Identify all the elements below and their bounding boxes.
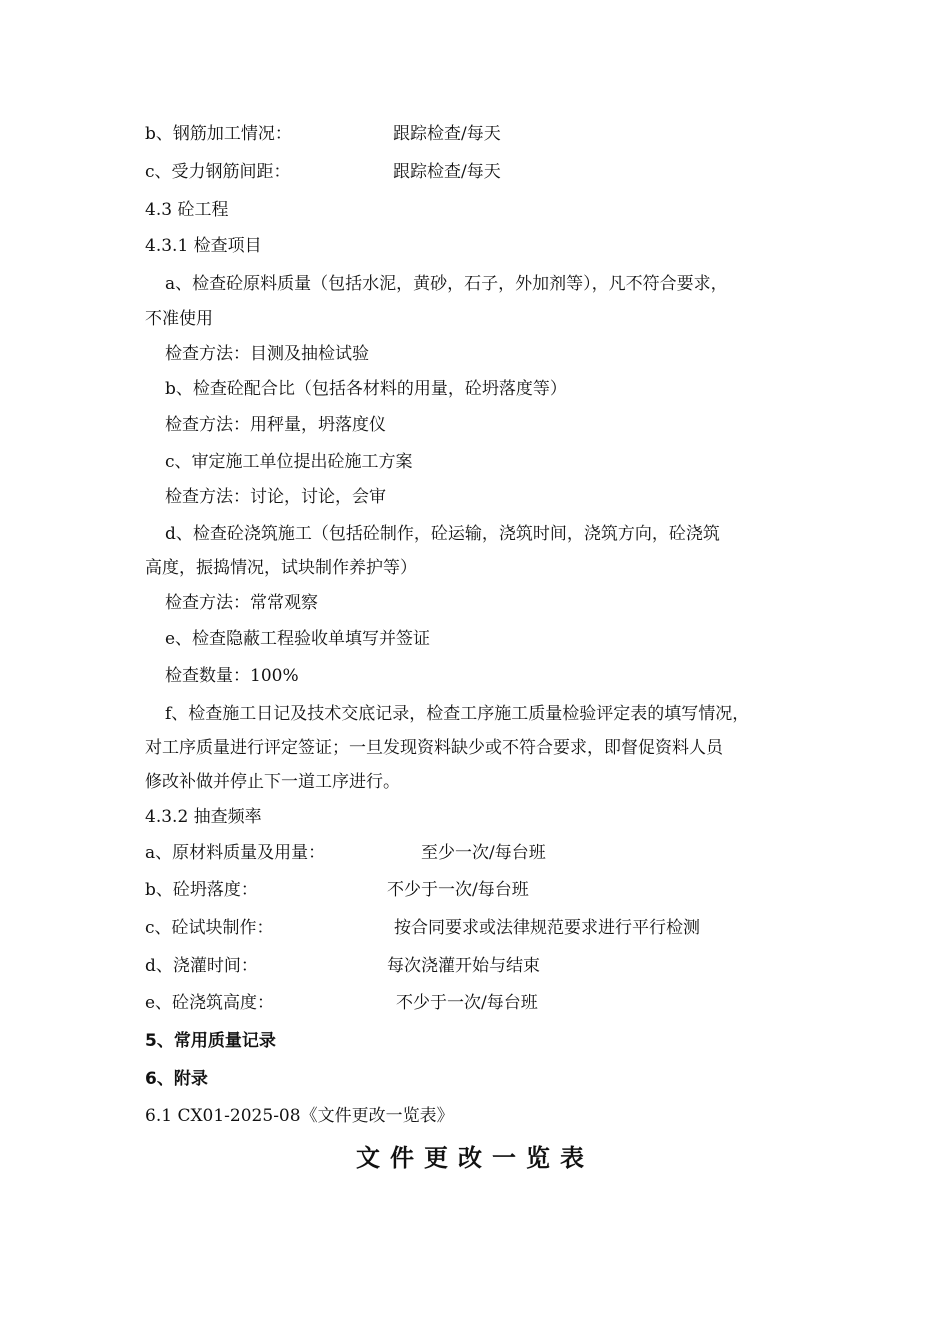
table-title: 文件更改一览表 (356, 1144, 594, 1172)
check-label: b、钢筋加工情况： (145, 124, 292, 144)
frequency-value: 不少于一次/每台班 (396, 993, 538, 1013)
check-label: c、受力钢筋间距： (145, 162, 291, 182)
frequency-label: a、原材料质量及用量： (145, 843, 326, 863)
frequency-value: 不少于一次/每台班 (387, 880, 529, 900)
appendix-item: 6.1 CX01-2025-08《文件更改一览表》 (145, 1106, 454, 1126)
item-c-text: c、审定施工单位提出砼施工方案 (165, 452, 413, 472)
frequency-value: 每次浇灌开始与结束 (387, 956, 540, 976)
item-d-method: 检查方法：常常观察 (165, 593, 318, 613)
frequency-value: 按合同要求或法律规范要求进行平行检测 (394, 918, 700, 938)
item-a-line1: a、检查砼原料质量（包括水泥，黄砂，石子，外加剂等），凡不符合要求， (165, 274, 728, 294)
frequency-label: d、浇灌时间： (145, 956, 258, 976)
check-value: 跟踪检查/每天 (393, 162, 501, 182)
item-f-line1: f、检查施工日记及技术交底记录，检查工序施工质量检验评定表的填写情况， (165, 704, 750, 724)
item-a-method: 检查方法：目测及抽检试验 (165, 344, 369, 364)
item-e-text: e、检查隐蔽工程验收单填写并签证 (165, 629, 431, 649)
item-d-line2: 高度，振捣情况，试块制作养护等） (145, 558, 417, 578)
section-heading-6: 6、附录 (145, 1069, 208, 1089)
section-heading-5: 5、常用质量记录 (145, 1031, 276, 1051)
item-e-quantity: 检查数量：100% (165, 666, 299, 686)
item-b-method: 检查方法：用秤量，坍落度仪 (165, 415, 386, 435)
item-c-method: 检查方法：讨论，讨论，会审 (165, 487, 386, 507)
frequency-label: c、砼试块制作： (145, 918, 274, 938)
frequency-label: b、砼坍落度： (145, 880, 258, 900)
item-a-line2: 不准使用 (145, 309, 213, 329)
item-f-line2: 对工序质量进行评定签证；一旦发现资料缺少或不符合要求，即督促资料人员 (145, 738, 723, 758)
item-d-line1: d、检查砼浇筑施工（包括砼制作，砼运输，浇筑时间，浇筑方向，砼浇筑 (165, 524, 720, 544)
section-heading-4-3: 4.3 砼工程 (145, 200, 229, 220)
check-value: 跟踪检查/每天 (393, 124, 501, 144)
frequency-value: 至少一次/每台班 (421, 843, 546, 863)
frequency-label: e、砼浇筑高度： (145, 993, 275, 1013)
item-b-text: b、检查砼配合比（包括各材料的用量，砼坍落度等） (165, 379, 567, 399)
subsection-heading-4-3-1: 4.3.1 检查项目 (145, 236, 262, 256)
item-f-line3: 修改补做并停止下一道工序进行。 (145, 772, 400, 792)
subsection-heading-4-3-2: 4.3.2 抽查频率 (145, 807, 262, 827)
